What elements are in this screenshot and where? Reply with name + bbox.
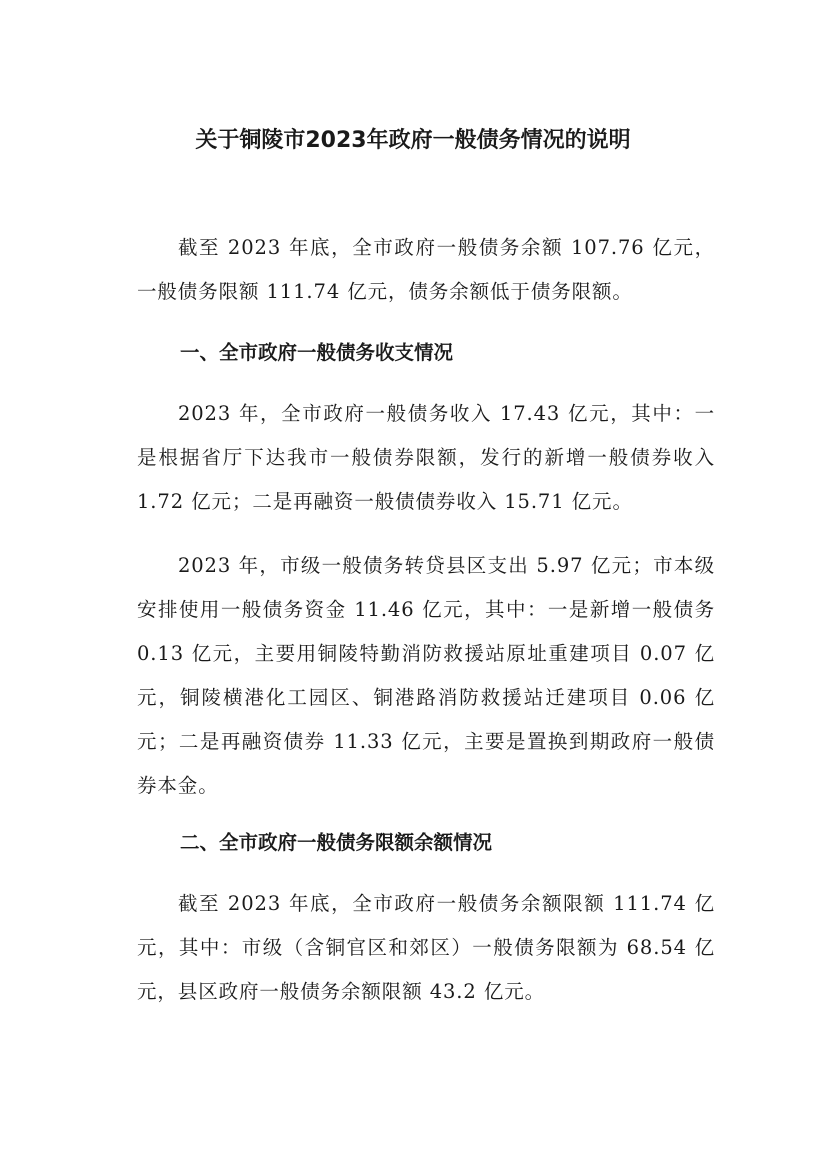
section-heading-limit-balance: 二、全市政府一般债务限额余额情况 bbox=[180, 831, 493, 854]
section-heading-income-expenditure: 一、全市政府一般债务收支情况 bbox=[180, 341, 454, 364]
section-paragraph: 2023 年，市级一般债务转贷县区支出 5.97 亿元；市本级安排使用一般债务资金 11.46 亿元，其中：一是新增一般债务 0.13 亿元，主要用铜陵特勤消防救援站原址重建项目 0.07 亿元，铜陵横港化工园区、铜港路消防救援站迁建项目 0.06 亿元；二是再融资债券 11.33 亿元，主要是置换到期政府一般债券本金。 bbox=[137, 554, 715, 797]
intro-paragraph: 截至 2023 年底，全市政府一般债务余额 107.76 亿元，一般债务限额 111.74 亿元，债务余额低于债务限额。 bbox=[137, 236, 715, 303]
section-paragraph: 2023 年，全市政府一般债务收入 17.43 亿元，其中：一是根据省厅下达我市一般债券限额，发行的新增一般债券收入 1.72 亿元；二是再融资一般债债券收入 15.71 亿元。 bbox=[137, 402, 715, 513]
document-title: 关于铜陵市2023年政府一般债务情况的说明 bbox=[195, 128, 631, 153]
section-paragraph: 截至 2023 年底，全市政府一般债务余额限额 111.74 亿元，其中：市级（含铜官区和郊区）一般债务限额为 68.54 亿元，县区政府一般债务余额限额 43.2 亿元。 bbox=[137, 892, 715, 1003]
